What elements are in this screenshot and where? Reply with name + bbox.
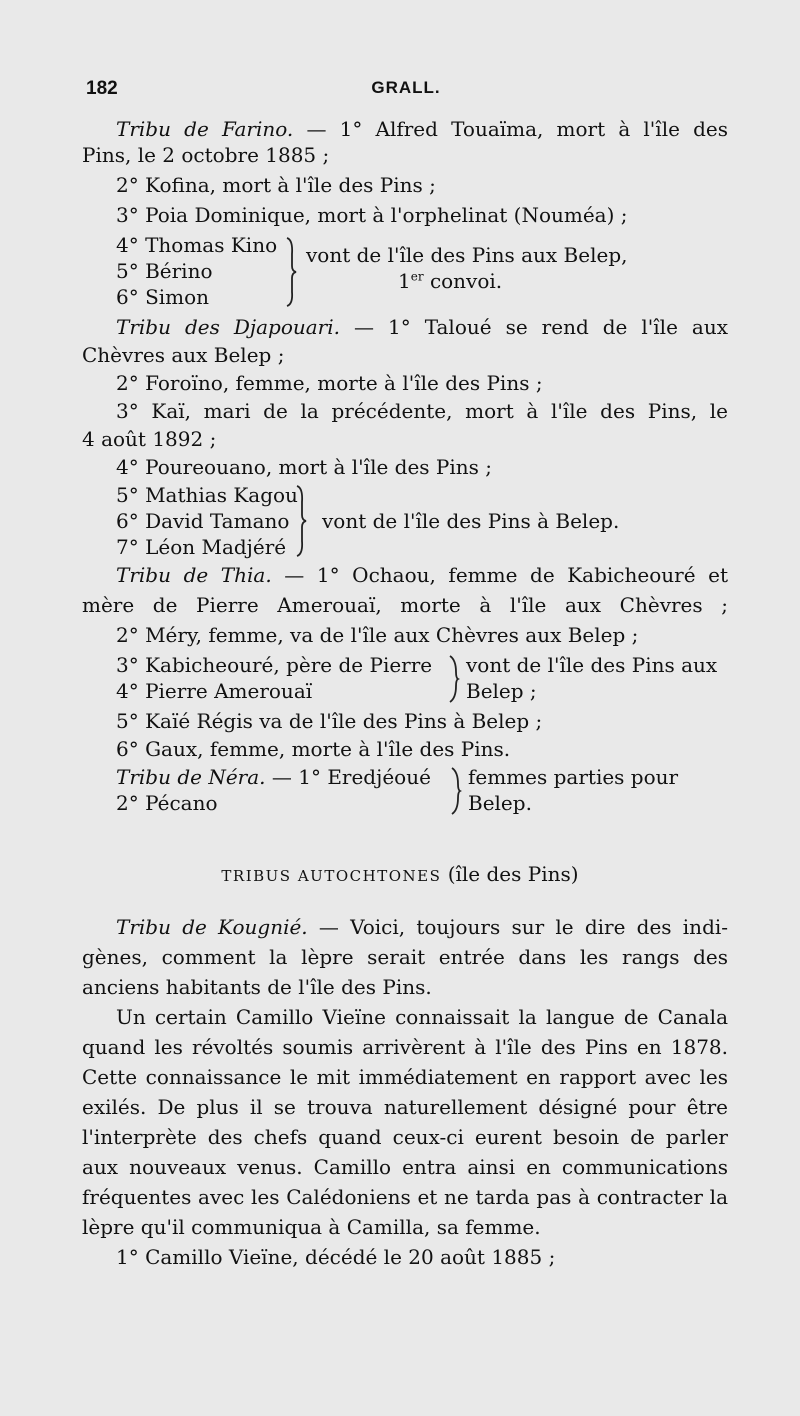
djapouari-group-text: vont de l'île des Pins à Belep. [322, 509, 620, 533]
nera-title: Tribu de Néra. [116, 765, 266, 789]
thia-title: Tribu de Thia. [116, 563, 272, 587]
farino-name: 6° Simon [116, 285, 210, 309]
kougnie-line: l'interprète des chefs quand ceux-ci eurent besoin de parler [82, 1125, 728, 1149]
thia-brace [448, 654, 460, 704]
farino-brace [284, 236, 298, 308]
farino-line-1 [116, 116, 728, 142]
thia-text-1: — 1° Ochaou, femme de Kabicheouré et [284, 563, 729, 587]
djapouari-name: 5° Mathias Kagou [116, 483, 298, 507]
djapouari-line-2: Chèvres aux Belep ; [82, 343, 285, 367]
nera-group-text [468, 764, 678, 816]
kougnie-line: anciens habitants de l'île des Pins. [82, 975, 432, 999]
kougnie-line: Un certain Camillo Vieïne connaissait la langue de Canala [116, 1005, 728, 1029]
thia-line-6: 6° Gaux, femme, morte à l'île des Pins. [116, 737, 511, 761]
nera-names [116, 764, 431, 816]
farino-name: 5° Bérino [116, 259, 213, 283]
djapouari-brace [294, 484, 308, 558]
farino-names [116, 232, 277, 310]
farino-group-text [306, 242, 627, 294]
nera-name: 2° Pécano [116, 791, 218, 815]
section-heading-rest: (île des Pins) [447, 862, 579, 886]
djapouari-line-6: 4° Poureouano, mort à l'île des Pins ; [116, 455, 493, 479]
nera-brace [450, 766, 462, 816]
thia-line-2: mère de Pierre Amerouaï, morte à l'île aux Chèvres ; [82, 593, 728, 617]
farino-name: 4° Thomas Kino [116, 233, 278, 257]
djapouari-line-5: 4 août 1892 ; [82, 427, 217, 451]
djapouari-text-1: — 1° Taloué se rend de l'île aux [354, 315, 728, 339]
farino-title: Tribu de Farino. [116, 117, 294, 141]
djapouari-line-3: 2° Foroïno, femme, morte à l'île des Pins ; [116, 371, 543, 395]
kougnie-line: aux nouveaux venus. Camillo entra ainsi en communications [82, 1155, 728, 1179]
nera-group-line-1: femmes parties pour [468, 765, 679, 789]
thia-name: 4° Pierre Amerouaï [116, 679, 313, 703]
kougnie-line: Cette connaissance le mit immédiatement en rapport avec les [82, 1065, 728, 1089]
kougnie-line: lèpre qu'il communiqua à Camilla, sa femme. [82, 1215, 541, 1239]
nera-group-line-2: Belep. [468, 791, 532, 815]
kougnie-text-1: — Voici, toujours sur le dire des indi- [318, 915, 729, 939]
kougnie-line: gènes, comment la lèpre serait entrée dans les rangs des [82, 945, 728, 969]
kougnie-line: 1° Camillo Vieïne, décédé le 20 août 1885 ; [116, 1245, 556, 1269]
running-head: GRALL. [371, 78, 441, 97]
farino-group-line-2: 1er convoi. [398, 269, 503, 293]
nera-name: — 1° Eredjéoué [271, 765, 431, 789]
kougnie-line: fréquentes avec les Calédoniens et ne tarda pas à contracter la [82, 1185, 728, 1209]
thia-line-3: 2° Méry, femme, va de l'île aux Chèvres aux Belep ; [116, 623, 639, 647]
page-number: 182 [86, 78, 118, 99]
thia-name: 3° Kabicheouré, père de Pierre [116, 653, 433, 677]
kougnie-title: Tribu de Kougnié. [116, 915, 308, 939]
farino-line-3: 2° Kofina, mort à l'île des Pins ; [116, 173, 436, 197]
section-heading-smallcaps: TRIBUS AUTOCHTONES [221, 867, 442, 885]
page-header [86, 78, 726, 106]
kougnie-line: quand les révoltés soumis arrivèrent à l'île des Pins en 1878. [82, 1035, 728, 1059]
thia-line-1 [116, 562, 728, 588]
kougnie-line: exilés. De plus il se trouva naturellement désigné pour être [82, 1095, 728, 1119]
thia-line-5: 5° Kaïé Régis va de l'île des Pins à Belep ; [116, 709, 543, 733]
farino-line-4: 3° Poia Dominique, mort à l'orphelinat (Nouméa) ; [116, 203, 628, 227]
djapouari-line-1 [116, 314, 728, 340]
nera-line-1 [116, 764, 431, 790]
farino-text-1: — 1° Alfred Touaïma, mort à l'île des [306, 117, 728, 141]
thia-names [116, 652, 432, 704]
thia-group-line-2: Belep ; [466, 679, 537, 703]
djapouari-name: 6° David Tamano [116, 509, 290, 533]
section-heading [0, 862, 800, 886]
djapouari-line-4: 3° Kaï, mari de la précédente, mort à l'île des Pins, le [116, 399, 728, 423]
thia-group-line-1: vont de l'île des Pins aux [466, 653, 718, 677]
kougnie-line-1 [116, 914, 728, 940]
farino-line-2: Pins, le 2 octobre 1885 ; [82, 143, 330, 167]
djapouari-names [116, 482, 298, 560]
djapouari-name: 7° Léon Madjéré [116, 535, 287, 559]
djapouari-title: Tribu des Djapouari. [116, 315, 340, 339]
farino-group-line-1: vont de l'île des Pins aux Belep, [306, 243, 628, 267]
thia-group-text [466, 652, 717, 704]
